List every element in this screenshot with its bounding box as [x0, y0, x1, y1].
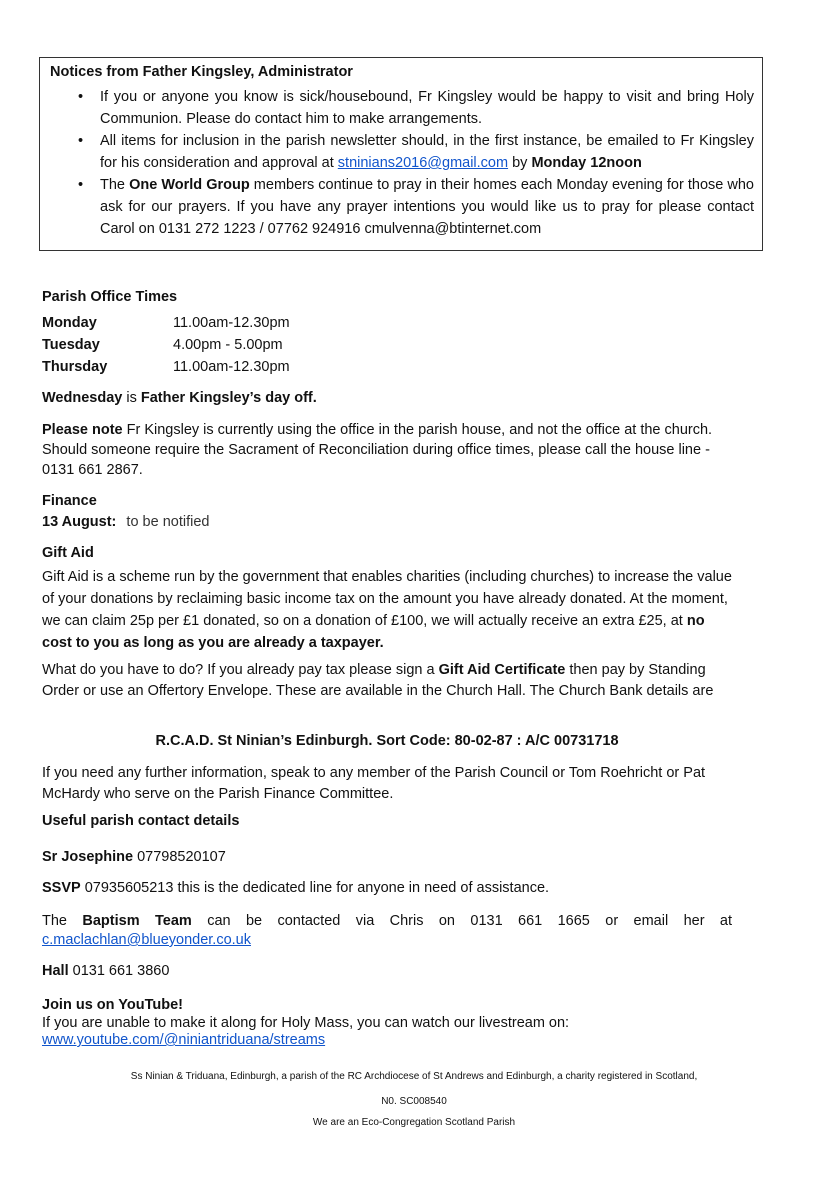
office-time-row: Thursday 11.00am-12.30pm: [42, 359, 290, 375]
office-heading: Parish Office Times: [42, 289, 178, 305]
newsletter-deadline: Monday 12noon: [531, 155, 642, 171]
footer-eco-congregation: We are an Eco-Congregation Scotland Parish: [312, 1117, 516, 1128]
notice-item: • The One World Group members continue to pray in their homes each Monday evening for those who ask for our prayers. If you have any prayer intentions you would like us to pray for please contact Carol on 0131 272 1223 / 07762 924916 cmulvenna@btinternet.com: [74, 174, 754, 240]
youtube-text: If you are unable to make it along for Holy Mass, you can watch our livestream on:: [42, 1015, 570, 1031]
gift-aid-heading: Gift Aid: [42, 545, 94, 561]
contact-baptism: The Baptism Team can be contacted via Chris on 0131 661 1665 or email her at c.maclachlan@blueyonder.co.uk: [42, 913, 733, 948]
footer-registration: Ss Ninian & Triduana, Edinburgh, a parish of the RC Archdiocese of St Andrews and Edinburgh, a charity registered in Scotland,: [130, 1071, 698, 1082]
day-off-line: Wednesday is Father Kingsley’s day off.: [42, 390, 317, 406]
finance-line: 13 August: to be notified: [42, 514, 210, 530]
gift-aid-para: Gift Aid is a scheme run by the government that enables charities (including churches) to increase the value of your donations by reclaiming basic income tax on the amount you have already donated. At the moment, we can claim 25p per £1 donated, so on a donation of £100, we will actually receive an extra £25, at no cost to you as long as you are already a taxpayer.: [42, 569, 732, 651]
one-world-group: One World Group: [129, 177, 250, 193]
bank-details: R.C.A.D. St Ninian’s Edinburgh. Sort Code: 80-02-87 : A/C 00731718: [155, 733, 619, 749]
notice-item: • All items for inclusion in the parish newsletter should, in the first instance, be emailed to Fr Kingsley for his consideration and approval at stninians2016@gmail.com by Monday 12noon: [74, 130, 754, 174]
contacts-heading: Useful parish contact details: [42, 813, 240, 829]
office-time-row: Tuesday 4.00pm - 5.00pm: [42, 337, 283, 353]
footer-charity-number: N0. SC008540: [381, 1096, 447, 1107]
bullet-icon: •: [78, 177, 84, 193]
youtube-link[interactable]: www.youtube.com/@niniantriduana/streams: [42, 1032, 326, 1048]
bullet-icon: •: [78, 133, 84, 149]
office-times-table: [42, 312, 290, 378]
contact-hall: Hall 0131 661 3860: [42, 963, 170, 979]
office-time-row: Monday 11.00am-12.30pm: [42, 315, 290, 331]
contact-ssvp: SSVP 07935605213 this is the dedicated line for anyone in need of assistance.: [42, 880, 550, 896]
notice-item: • If you or anyone you know is sick/housebound, Fr Kingsley would be happy to visit and bring Holy Communion. Please do contact him to make arrangements.: [74, 86, 754, 130]
gift-aid-instructions: What do you have to do? If you already pay tax please sign a Gift Aid Certificate then pay by Standing Order or use an Offertory Envelope. These are available in the Church Hall. The Church Bank details are: [42, 662, 714, 699]
finance-heading: Finance: [42, 493, 97, 509]
contact-sr-josephine: Sr Josephine 07798520107: [42, 849, 226, 865]
youtube-heading: Join us on YouTube!: [42, 997, 183, 1013]
bullet-icon: •: [78, 89, 84, 105]
newsletter-email-link[interactable]: stninians2016@gmail.com: [337, 155, 509, 171]
notices-list: [74, 86, 754, 240]
baptism-email-link[interactable]: c.maclachlan@blueyonder.co.uk: [42, 932, 251, 948]
notices-title: Notices from Father Kingsley, Administrator: [50, 64, 353, 80]
office-note: Please note Fr Kingsley is currently using the office in the parish house, and not the office at the church. Should someone require the Sacrament of Reconciliation during office times, please call the house line - 0131 661 2867.: [42, 422, 713, 478]
gift-aid-further-info: If you need any further information, speak to any member of the Parish Council or Tom Roehricht or Pat McHardy who serve on the Parish Finance Committee.: [42, 765, 706, 802]
